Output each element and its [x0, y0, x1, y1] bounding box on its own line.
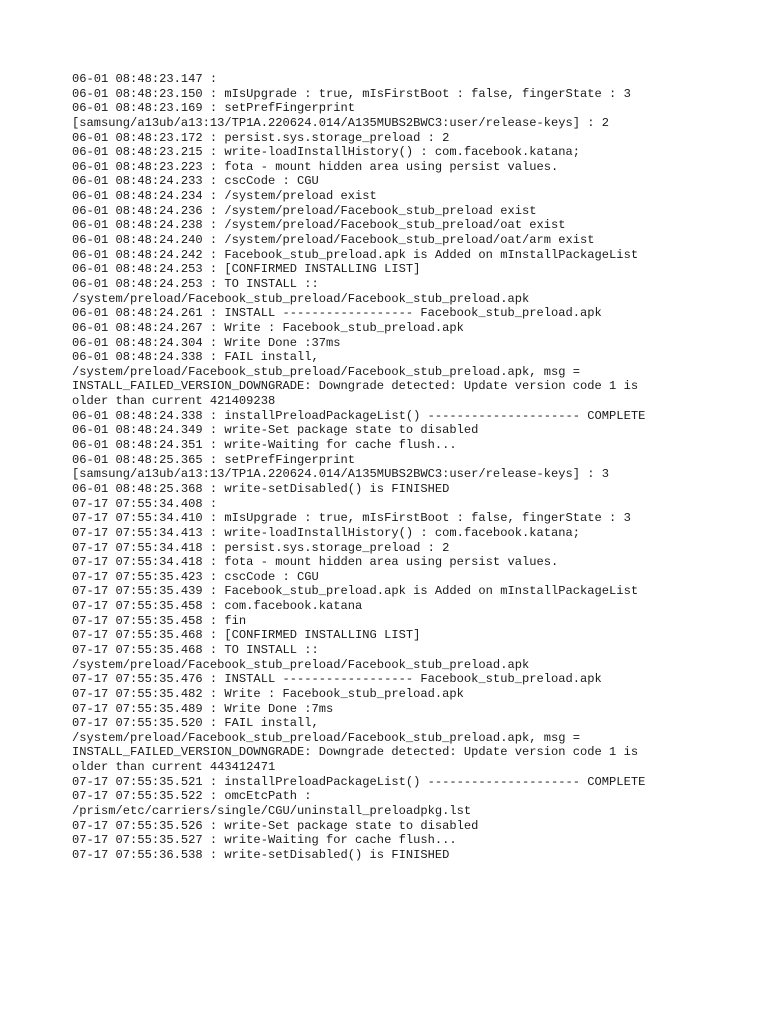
log-line: 06-01 08:48:24.233 : cscCode : CGU — [72, 174, 319, 189]
log-line: 06-01 08:48:24.240 : /system/preload/Facebook_stub_preload/oat/arm exist — [72, 233, 595, 248]
log-line: 06-01 08:48:24.338 : FAIL install, — [72, 350, 319, 365]
log-line: 06-01 08:48:25.368 : write-setDisabled() is FINISHED — [72, 481, 450, 496]
log-line: 07-17 07:55:35.526 : write-Set package state to disabled — [72, 818, 479, 833]
log-line: 06-01 08:48:24.234 : /system/preload exist — [72, 189, 377, 204]
log-line: 06-01 08:48:24.242 : Facebook_stub_preload.apk is Added on mInstallPackageList — [72, 247, 639, 262]
log-line: 07-17 07:55:35.489 : Write Done :7ms — [72, 701, 334, 716]
log-line: 07-17 07:55:34.418 : persist.sys.storage_preload : 2 — [72, 540, 450, 555]
log-line: 06-01 08:48:24.261 : INSTALL ------------------ Facebook_stub_preload.apk — [72, 306, 602, 321]
log-line: 07-17 07:55:35.423 : cscCode : CGU — [72, 569, 319, 584]
log-line: 06-01 08:48:23.169 : setPrefFingerprint — [72, 101, 356, 116]
log-line: /system/preload/Facebook_stub_preload/Facebook_stub_preload.apk, msg = — [72, 364, 581, 379]
log-line: 06-01 08:48:23.172 : persist.sys.storage_preload : 2 — [72, 130, 450, 145]
log-line: 06-01 08:48:24.267 : Write : Facebook_stub_preload.apk — [72, 320, 464, 335]
log-line: 07-17 07:55:35.468 : [CONFIRMED INSTALLING LIST] — [72, 628, 421, 643]
log-line: older than current 421409238 — [72, 394, 276, 409]
log-line: 06-01 08:48:25.365 : setPrefFingerprint — [72, 452, 356, 467]
log-line: 07-17 07:55:35.527 : write-Waiting for cache flush... — [72, 833, 457, 848]
log-line: 07-17 07:55:35.468 : TO INSTALL :: — [72, 642, 319, 657]
log-line: 07-17 07:55:34.410 : mIsUpgrade : true, mIsFirstBoot : false, fingerState : 3 — [72, 511, 631, 526]
log-line: 07-17 07:55:36.538 : write-setDisabled() is FINISHED — [72, 847, 450, 862]
log-line: 07-17 07:55:34.418 : fota - mount hidden area using persist values. — [72, 555, 559, 570]
log-line: /system/preload/Facebook_stub_preload/Facebook_stub_preload.apk — [72, 657, 530, 672]
log-line: /system/preload/Facebook_stub_preload/Facebook_stub_preload.apk — [72, 291, 530, 306]
log-line: 07-17 07:55:34.408 : — [72, 496, 218, 511]
log-line: INSTALL_FAILED_VERSION_DOWNGRADE: Downgrade detected: Update version code 1 is — [72, 379, 639, 394]
log-line: 07-17 07:55:35.482 : Write : Facebook_stub_preload.apk — [72, 686, 464, 701]
log-line: 06-01 08:48:23.147 : — [72, 72, 218, 86]
log-line: 06-01 08:48:24.349 : write-Set package state to disabled — [72, 423, 479, 438]
log-line: 07-17 07:55:35.458 : com.facebook.katana — [72, 599, 363, 614]
log-line: /system/preload/Facebook_stub_preload/Facebook_stub_preload.apk, msg = — [72, 730, 581, 745]
log-line: older than current 443412471 — [72, 760, 276, 775]
log-line: 07-17 07:55:35.476 : INSTALL ------------------ Facebook_stub_preload.apk — [72, 672, 602, 687]
log-line: 06-01 08:48:23.223 : fota - mount hidden area using persist values. — [72, 159, 559, 174]
log-line: 06-01 08:48:24.238 : /system/preload/Facebook_stub_preload/oat exist — [72, 218, 566, 233]
log-line: 06-01 08:48:24.304 : Write Done :37ms — [72, 335, 341, 350]
log-line: 07-17 07:55:35.522 : omcEtcPath : — [72, 789, 312, 804]
log-line: 06-01 08:48:24.253 : [CONFIRMED INSTALLING LIST] — [72, 262, 421, 277]
log-line: 07-17 07:55:35.458 : fin — [72, 613, 247, 628]
log-line: 07-17 07:55:35.520 : FAIL install, — [72, 716, 319, 731]
log-line: 07-17 07:55:35.521 : installPreloadPackageList() --------------------- COMPLETE — [72, 774, 646, 789]
log-line: [samsung/a13ub/a13:13/TP1A.220624.014/A135MUBS2BWC3:user/release-keys] : 2 — [72, 115, 610, 130]
log-line: 07-17 07:55:34.413 : write-loadInstallHistory() : com.facebook.katana; — [72, 525, 581, 540]
log-text-block — [72, 72, 692, 863]
log-line: /prism/etc/carriers/single/CGU/uninstall_preloadpkg.lst — [72, 804, 472, 819]
log-line: 06-01 08:48:23.215 : write-loadInstallHistory() : com.facebook.katana; — [72, 145, 581, 160]
log-line: INSTALL_FAILED_VERSION_DOWNGRADE: Downgrade detected: Update version code 1 is — [72, 745, 639, 760]
log-line: 06-01 08:48:24.351 : write-Waiting for cache flush... — [72, 438, 457, 453]
log-line: 06-01 08:48:24.338 : installPreloadPackageList() --------------------- COMPLETE — [72, 408, 646, 423]
log-line: 07-17 07:55:35.439 : Facebook_stub_preload.apk is Added on mInstallPackageList — [72, 584, 639, 599]
log-line: 06-01 08:48:24.253 : TO INSTALL :: — [72, 276, 319, 291]
log-line: 06-01 08:48:24.236 : /system/preload/Facebook_stub_preload exist — [72, 203, 537, 218]
log-line: 06-01 08:48:23.150 : mIsUpgrade : true, mIsFirstBoot : false, fingerState : 3 — [72, 86, 631, 101]
log-line: [samsung/a13ub/a13:13/TP1A.220624.014/A135MUBS2BWC3:user/release-keys] : 3 — [72, 467, 610, 482]
